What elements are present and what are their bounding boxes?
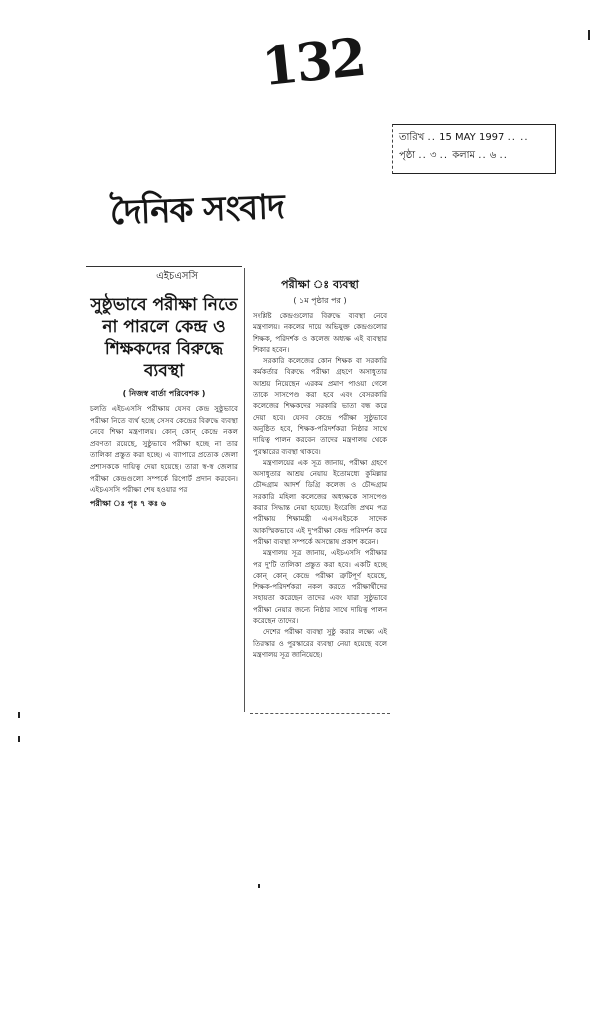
stamp-date-label: তারিখ bbox=[399, 132, 425, 143]
article-byline: ( নিজস্ব বার্তা পরিবেশক ) bbox=[122, 389, 206, 398]
continuation-heading: পরীক্ষা ঃ ব্যবস্থা bbox=[281, 278, 359, 291]
continuation-paragraph: মন্ত্রণালয়ের এক সূত্র জানায়, পরীক্ষা গ্রহণে অসাধুতার আশ্রয় নেয়ায় ইতোমধ্যে কুমিল্লার চৌদ্দগ্রাম আদর্শ ডিগ্রি কলেজ ও চৌদ্দগ্রাম সরকারি মহিলা কলেজের অধ্যক্ষকে সাসপেণ্ড করার সিদ্ধান্ত নেয়া হয়েছে। ইংরেজি প্রথম পত্র পরীক্ষায় শিক্ষামন্ত্রী এএসএইচকে সাদেক আকস্মিকভাবে এই দু'পরীক্ষা কেন্দ্র পরিদর্শন করে পরীক্ষা ব্যবস্থা সম্পর্কে অসন্তোষ প্রকাশ করেন। bbox=[253, 458, 387, 546]
article-headline: সুষ্ঠুভাবে পরীক্ষা নিতে না পারলে কেন্দ্র ও শিক্ষকদের বিরুদ্ধে ব্যবস্থা bbox=[90, 295, 238, 381]
article-continued-note: পরীক্ষা ঃ পৃঃ ৭ কঃ ৬ bbox=[90, 498, 166, 508]
stamp-column-value: ৬ bbox=[489, 150, 497, 161]
date-stamp bbox=[392, 124, 556, 174]
scan-speck bbox=[18, 712, 20, 718]
continuation-subheading: ( ১ম পৃষ্ঠার পর ) bbox=[293, 296, 347, 305]
stamp-page-value: ৩ bbox=[429, 150, 437, 161]
newspaper-masthead: দৈনিক সংবাদ bbox=[109, 186, 285, 234]
scan-speck bbox=[588, 30, 590, 40]
article-kicker: এইচএসসি bbox=[156, 271, 198, 282]
scan-speck bbox=[18, 736, 20, 742]
news-clipping-continuation bbox=[250, 268, 390, 714]
continuation-paragraph: সংশ্লিষ্ট কেন্দ্রগুলোর বিরুদ্ধে ব্যবস্থা নেবে মন্ত্রণালয়। নকলের দায়ে অভিযুক্ত কেন্দ্রগুলোর শিক্ষক, পরিদর্শক ও কলেজ অধ্যক্ষ এই ব্যবস্থার শিকার হবেন। bbox=[253, 312, 387, 354]
stamp-page-label: পৃষ্ঠা bbox=[399, 150, 416, 161]
page-number: 132 bbox=[259, 26, 368, 99]
continuation-paragraph: সরকারি কলেজের কোন শিক্ষক বা সরকারি কর্মকর্তার বিরুদ্ধে পরীক্ষা গ্রহণে অসাধুতার আশ্রয় নিয়েছেন এরকম প্রমাণ পাওয়া গেলে তাকে সাসপেণ্ড করা হবে এবং বেসরকারি কলেজের শিক্ষকদের সরকারি ভাতা বন্ধ করে দেয়া হবে। যেসব কেন্দ্রে পরীক্ষা সুষ্ঠুভাবে অনুষ্ঠিত হবে, শিক্ষক-পরিদর্শকরা নিষ্ঠার সাথে দায়িত্ব পালন করবেন তাদের মন্ত্রণালয় থেকে পুরস্কারের ব্যবস্থা থাকবে। bbox=[253, 357, 387, 456]
column-divider bbox=[244, 268, 245, 712]
article-body: চলতি এইচএসসি পরীক্ষায় যেসব কেন্দ্র সুষ্ঠুভাবে পরীক্ষা নিতে ব্যর্থ হচ্ছে সেসব কেন্দ্রের বিরুদ্ধে ব্যবস্থা নেবে শিক্ষা মন্ত্রণালয়। কোন্ কোন্ কেন্দ্রে নকল প্রবণতা রয়েছে, সুষ্ঠুভাবে পরীক্ষা হচ্ছে না তার তালিকা প্রস্তুত করা হচ্ছে। এ ব্যাপারে প্রত্যেক জেলা প্রশাসককে দায়িত্ব দেয়া হয়েছে। তারা স্ব-স্ব জেলার পরীক্ষা কেন্দ্রগুলো সম্পর্কে রিপোর্ট প্রদান করবেন। এইচএসসি পরীক্ষা শেষ হওয়ার পর bbox=[90, 404, 238, 495]
stamp-page-row: পৃষ্ঠা .. ৩ .. কলাম .. ৬ .. bbox=[399, 150, 508, 161]
continuation-paragraph: মন্ত্রণালয় সূত্র জানায়, এইচএসসি পরীক্ষার পর দু'টি তালিকা প্রস্তুত করা হবে। একটি হচ্ছে কোন্ কোন্ কেন্দ্রে পরীক্ষা ত্রুটিপূর্ণ হয়েছে, শিক্ষক-পরিদর্শকরা নকল করতে পরীক্ষার্থীদের সহায়তা করেছেন তাদের এবং যারা সুষ্ঠুভাবে পরীক্ষা নেয়ার জন্যে নিষ্ঠার সাথে দায়িত্ব পালন করেছেন তাদের। bbox=[253, 549, 387, 626]
news-clipping-main bbox=[86, 266, 242, 534]
stamp-date-row: তারিখ .. 15 MAY 1997 .. .. bbox=[399, 132, 529, 143]
stamp-date-value: 15 MAY 1997 bbox=[439, 132, 505, 143]
scan-speck bbox=[258, 884, 260, 888]
stamp-column-label: কলাম bbox=[452, 150, 476, 161]
continuation-paragraph: দেশের পরীক্ষা ব্যবস্থা সুষ্ঠু করার লক্ষ্যে এই তিরস্কার ও পুরস্কারের ব্যবস্থা নেয়া হয়েছে বলে মন্ত্রণালয় সূত্র জানিয়েছে। bbox=[253, 628, 387, 659]
